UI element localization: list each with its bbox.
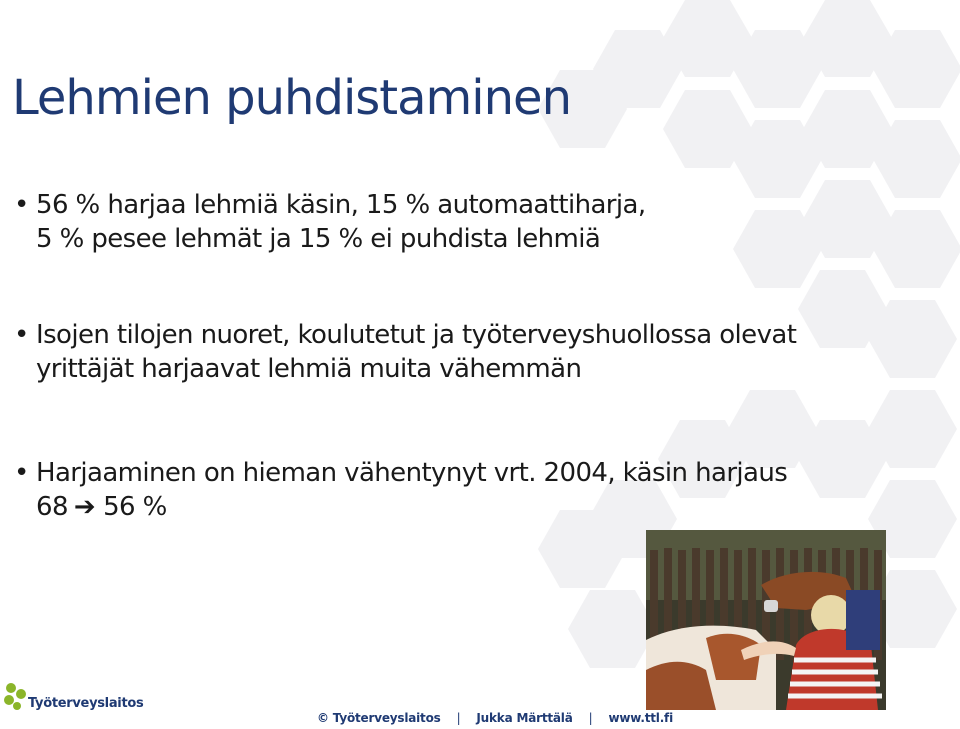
- ttl-logo: [2, 682, 142, 722]
- bullet-item-trend: [14, 456, 944, 524]
- logo-text: Työterveyslaitos: [28, 696, 144, 711]
- footer-separator: |: [588, 711, 593, 725]
- bullet-text-line: yrittäjät harjaavat lehmiä muita vähemmän: [36, 354, 582, 384]
- slide-title: Lehmien puhdistaminen: [12, 70, 571, 126]
- bullet-text-line: Isojen tilojen nuoret, koulutetut ja työterveyshuollossa olevat: [36, 320, 797, 350]
- arrow-right-icon: ➔: [73, 492, 96, 522]
- footer-copyright: © Työterveyslaitos: [317, 711, 441, 725]
- bullet-list: [14, 188, 944, 524]
- bullet-item-large-farms: [14, 318, 944, 386]
- bullet-text-line: 5 % pesee lehmät ja 15 % ei puhdista lehmiä: [36, 224, 601, 254]
- bullet-text-line: Harjaaminen on hieman vähentynyt vrt. 2004, käsin harjaus: [36, 458, 788, 488]
- bullet-marker: •: [14, 320, 29, 350]
- value-to: 56 %: [103, 492, 167, 522]
- bullet-item-cleaning-stats: [14, 188, 944, 256]
- footer-url-link[interactable]: www.ttl.fi: [608, 711, 673, 725]
- slide-footer: [317, 711, 673, 725]
- bullet-text-line: [36, 490, 944, 524]
- cow-brushing-photo: [646, 530, 886, 710]
- value-from: 68: [36, 492, 68, 522]
- bullet-marker: •: [14, 190, 29, 220]
- bullet-marker: •: [14, 458, 29, 488]
- footer-author: Jukka Märttälä: [476, 711, 573, 725]
- footer-separator: |: [456, 711, 461, 725]
- ttl-clover-logo-icon: [2, 682, 30, 714]
- bullet-text-line: 56 % harjaa lehmiä käsin, 15 % automaattiharja,: [36, 190, 646, 220]
